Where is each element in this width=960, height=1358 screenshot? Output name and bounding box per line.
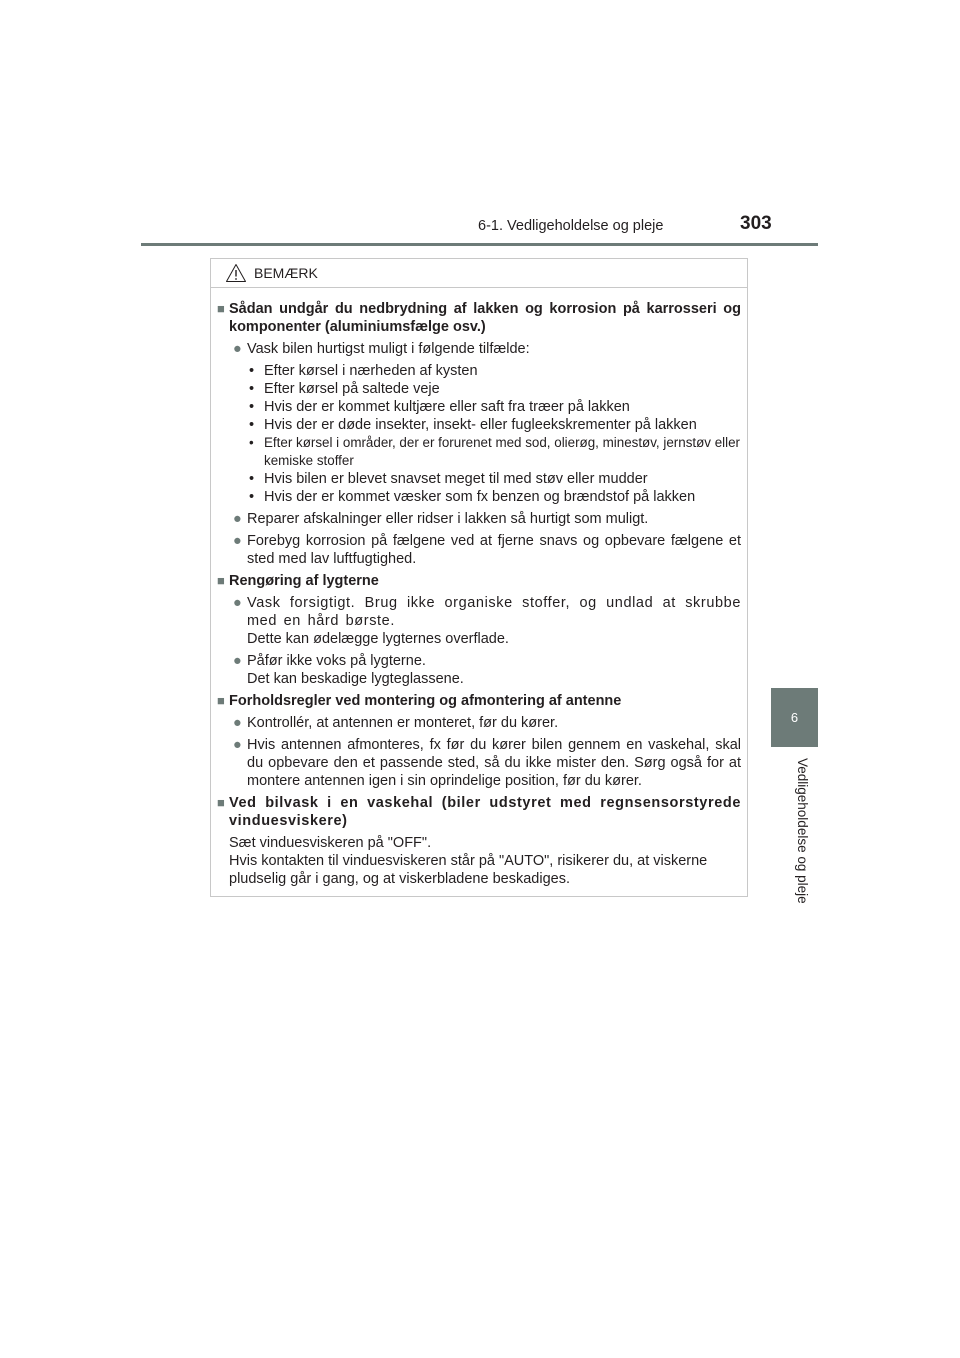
notice-title: BEMÆRK bbox=[254, 265, 318, 281]
sub-list-item: • Efter kørsel på saltede veje bbox=[249, 381, 440, 397]
sub-list-item: • Hvis der er kommet kultjære eller saft fra træer på lakken bbox=[249, 399, 630, 415]
list-item: ● Vask forsigtigt. Brug ikke organiske stoffer, og undlad at skrubbe med en hård børste. Dette kan ødelægge lygternes overflade. bbox=[233, 595, 741, 647]
list-item: ● Reparer afskalninger eller ridser i lakken så hurtigt som muligt. bbox=[233, 511, 649, 527]
notice-box bbox=[210, 258, 748, 897]
square-bullet-icon: ■ bbox=[217, 693, 225, 708]
square-bullet-icon: ■ bbox=[217, 301, 225, 316]
square-bullet-icon: ■ bbox=[217, 795, 225, 810]
section-heading: ■ Rengøring af lygterne bbox=[217, 573, 379, 589]
notice-body bbox=[211, 288, 747, 888]
list-item: ● Hvis antennen afmonteres, fx før du kører bilen gennem en vaskehal, skal du opbevare den et passende sted, så du ikke mister den. Sørg også for at montere antennen igen i sin oprindelige position, før du kører. bbox=[233, 737, 741, 789]
circle-bullet-icon: ● bbox=[233, 715, 242, 731]
list-item: ● Påfør ikke voks på lygterne. Det kan beskadige lygteglassene. bbox=[233, 653, 464, 687]
sub-list-item: • Efter kørsel i områder, der er forurenet med sod, olierøg, minestøv, jernstøv eller kemiske stoffer bbox=[249, 435, 741, 468]
sub-list-item: • Hvis der er døde insekter, insekt- eller fugleekskrementer på lakken bbox=[249, 417, 697, 433]
circle-bullet-icon: ● bbox=[233, 511, 242, 527]
chapter-tab bbox=[771, 688, 818, 747]
header-divider bbox=[141, 243, 818, 246]
section-heading: ■ Ved bilvask i en vaskehal (biler udstyret med regnsensorstyrede vinduesviskere) bbox=[217, 795, 741, 829]
circle-bullet-icon: ● bbox=[233, 653, 242, 669]
list-item: ● Vask bilen hurtigst muligt i følgende tilfælde: bbox=[233, 341, 530, 357]
page-number: 303 bbox=[740, 213, 772, 234]
section-title: 6-1. Vedligeholdelse og pleje bbox=[478, 218, 664, 234]
paragraph: Sæt vinduesviskeren på "OFF". bbox=[229, 835, 432, 851]
circle-bullet-icon: ● bbox=[233, 341, 242, 357]
square-bullet-icon: ■ bbox=[217, 573, 225, 588]
list-item: ● Forebyg korrosion på fælgene ved at fjerne snavs og opbevare fælgene et sted med lav luftfugtighed. bbox=[233, 533, 741, 567]
section-heading: ■ Forholdsregler ved montering og afmontering af antenne bbox=[217, 693, 622, 709]
chapter-number: 6 bbox=[790, 710, 799, 725]
chapter-label: Vedligeholdelse og pleje bbox=[795, 758, 810, 904]
section-heading: ■ Sådan undgår du nedbrydning af lakken og korrosion på karrosseri og komponenter (aluminiumsfælge osv.) bbox=[217, 301, 741, 335]
paragraph: Hvis kontakten til vinduesviskeren står på "AUTO", risikerer du, at viskerne pludselig går i gang, og at viskerbladene beskadiges. bbox=[229, 853, 708, 887]
sub-list bbox=[247, 362, 741, 506]
warning-triangle-icon bbox=[225, 263, 247, 283]
circle-bullet-icon: ● bbox=[233, 737, 242, 753]
sub-list-item: • Efter kørsel i nærheden af kysten bbox=[249, 363, 478, 379]
sub-list-item: • Hvis der er kommet væsker som fx benzen og brændstof på lakken bbox=[249, 489, 696, 505]
circle-bullet-icon: ● bbox=[233, 533, 242, 549]
circle-bullet-icon: ● bbox=[233, 595, 242, 611]
list-item: ● Kontrollér, at antennen er monteret, før du kører. bbox=[233, 715, 559, 731]
notice-header bbox=[211, 259, 747, 288]
sub-list-item: • Hvis bilen er blevet snavset meget til med støv eller mudder bbox=[249, 471, 648, 487]
